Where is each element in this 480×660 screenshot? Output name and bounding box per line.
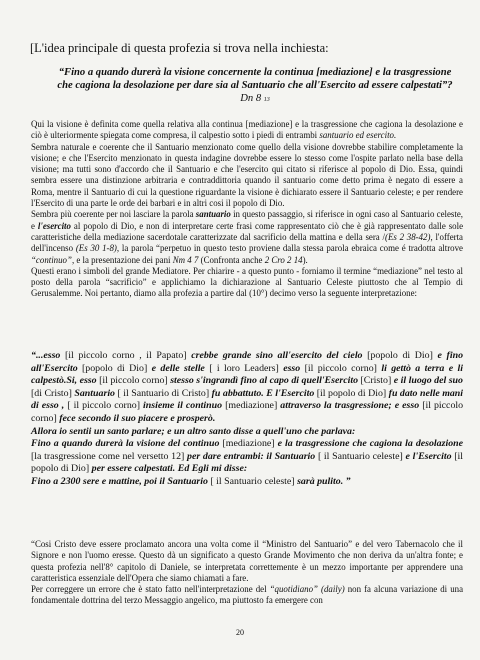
quote-reference: Dn 8 13: [240, 93, 270, 105]
interpreted-verse: “...esso [il piccolo corno , il Papato] crebbe grande sino all'esercito del cielo [popolo di Dio] e fino all'Esercito [popolo di Dio] e delle stelle [ i loro Leaders] esso [il piccolo corno] li gettò a terra e li calpestò.Si, esso [il piccolo corno] stesso s'ingrandì fino al capo di quell'Esercito [Cristo] e il luogo del suo [di Cristo] Santuario [ il Santuario di Cristo] fu abbattuto. E l'Esercito [il popolo di Dio] fu dato nelle mani di esso , [ il piccolo corno] insieme il continuo [mediazione] attraverso la trasgressione; e esso [il piccolo corno] fece secondo il suo piacere e prosperò. Allora io sentii un santo parlare; e un altro santo disse a quell'uno che parlava: Fino a quando durerà la visione del continuo [mediazione] e la trasgressione che cagiona la desolazione [la trasgressione come nel versetto 12] per dare entrambi: il Santuario [ il Santuario celeste] e l'Esercito [il popolo di Dio] per essere calpestati. Ed Egli mi disse: Fino a 2300 sere e mattine, poi il Santuario [ il Santuario celeste] sarà pulito. ”: [31, 350, 464, 487]
paragraph-text: Sembra naturale e coerente che il Santuario menzionato come quello della visione dovrebbe stabilire completamente la visione; e che l'Esercito menzionato in questa indagine dovrebbe essere lo stesso come l'ospite parlato nella base della visione; ma tutti sono d'accordo che il Santuario e che l'esercito qui citato si riferisce al popolo di Dio. Essa, quindi sembra essere una distinzione arbitraria e contraddittoria quando il santuario come detto prima è negato di essere a Roma, mentre il Santuario di cui la questione riguardante la visione è dichiarato essere il Santuario celeste; e per rendere l'Esercito di una parte le orde dei barbari e in altri cosi il popolo di Dio.: [31, 141, 463, 209]
paragraph-text: Qui la visione è definita come quella relativa alla continua [mediazione] e la trasgressione che cagiona la desolazione e ciò è ulteriormente spiegata come compresa, il calpestio sotto i piedi di entrambi santuario ed esercito.: [31, 119, 463, 141]
paragraph-text: Sembra più coerente per noi lasciare la parola santuario in questo passaggio, si riferisce in ogni caso al Santuario celeste, e l'esercito al popolo di Dio, e non di interpretare certe frasi come rappresentato ciò che è già rappresentato dalle sole caratteristiche della mediazione sacerdotale caratterizzate dal sacrificio della mattina e della sera /(Es 2 38-42), l'offerta dell'incenso (Es 30 1-8), la parola “perpetuo in questo testo proviene dalla stessa parola ebraica come é tradotta altrove “continuo”, e la presentazione dei pani Nm 4 7 (Confronta anche 2 Cro 2 14).: [31, 209, 464, 265]
paragraph-text: Questi erano i simboli del grande Mediatore. Per chiarire - a questo punto - forniamo il termine “mediazione” nel testo al posto della parola “sacrificio” e applichiamo la dichiarazione al Santuario Celeste piuttosto che al Tempio di Gerusalemme. Noi pertanto, diamo alla profezia a partire dal (10°) decimo verso la seguente interpretazione:: [31, 265, 463, 299]
paragraph-text: “Cosi Cristo deve essere proclamato ancora una volta come il “Ministro del Santuario” e del vero Tabernacolo che il Signore e non l'uomo eresse. Questo dà un significato a questo Grande Movimento che non deriva da un'altra fonte; e questa profezia nell'8° capitolo di Daniele, se interpretata correttemente è un mezzo importante per apprendere una caratteristica essenziale dell'Opera che siamo chiamati a fare.: [31, 539, 463, 583]
page-number: 20: [236, 628, 244, 637]
paragraph-text: Per correggere un errore che è stato fatto nell'interpretazione del “quotidiano” (daily) non fa alcuna variazione di una fondamentale dottrina del terzo Messaggio angelico, ma piuttosto fa emergere con: [31, 584, 464, 606]
section-heading: [L'idea principale di questa profezia si trova nella inchiesta:: [30, 41, 329, 55]
quote-text: “Fino a quando durerà la visione concernente la continua [mediazione] e la trasgressione che cagiona la desolazione per dare sia al Santuario che all'Esercito ad essere calpestati”?: [57, 67, 453, 92]
paragraph-3: [31, 539, 463, 607]
paragraph-1: [31, 119, 463, 300]
scripture-quote: [56, 66, 454, 108]
